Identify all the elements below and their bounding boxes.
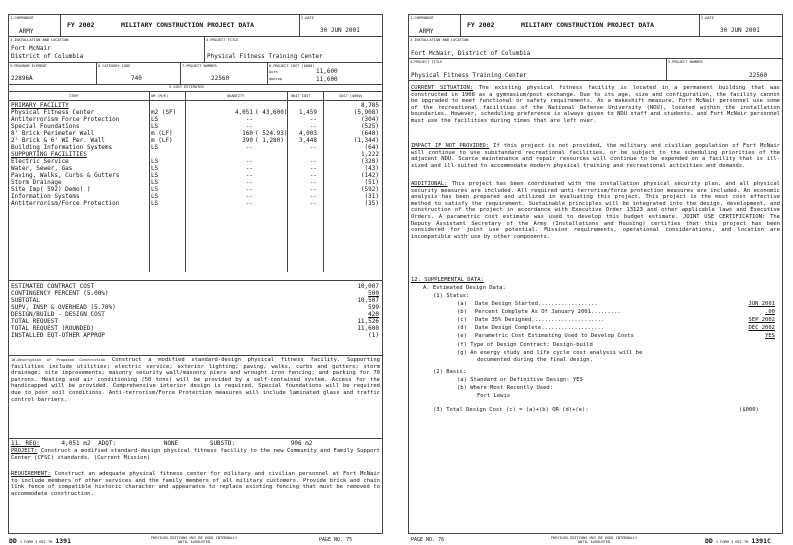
date-value: 30 JUN 2001 xyxy=(720,27,760,34)
program-element-value: 22896A xyxy=(11,75,33,82)
divider xyxy=(9,280,382,281)
left-form-page xyxy=(8,14,383,545)
program-element-label: 5.PROGRAM ELEMENT xyxy=(10,64,47,68)
cost-row-um: LS xyxy=(151,186,159,193)
cost-row-item: 8' Brick Perimeter Wall xyxy=(11,130,95,137)
cost-row-item: Physical Fitness Center xyxy=(11,109,95,116)
total-label: TOTAL REQUEST xyxy=(11,318,58,325)
fiscal-year: FY 2002 xyxy=(467,21,495,29)
page-number: PAGE NO. 76 xyxy=(411,537,445,543)
current-situation-label: CURRENT SITUATION: xyxy=(411,85,474,91)
cost-row-item: Storm Drainage xyxy=(11,179,62,186)
total-design-cost: (3) Total Design Cost (c) = (a)+(b) OR (d)+(e): xyxy=(433,407,589,413)
total-value: 10,007 xyxy=(357,283,379,290)
requirement-paragraph xyxy=(11,471,380,497)
design-data-label: A. Estimated Design Data: xyxy=(423,285,506,291)
status-key: (b) xyxy=(457,309,467,315)
cost-row-uc: -- xyxy=(309,144,317,151)
cost-row-um: LS xyxy=(151,172,159,179)
status-label-item: Parametric Cost Estimating Used to Develop Costs xyxy=(475,333,634,339)
status-value: YES xyxy=(765,333,775,339)
auth-label: Auth xyxy=(269,70,278,74)
installation-value: Fort McNair, District of Columbia xyxy=(411,50,531,57)
cost-row-uc: -- xyxy=(309,165,317,172)
cost-row-uc: -- xyxy=(309,179,317,186)
cost-row-item: Special Foundations xyxy=(11,123,80,130)
cost-row-uc: 1,459 xyxy=(298,109,317,116)
cost-row-uc: -- xyxy=(309,200,317,207)
substd-label: SUBSTD: xyxy=(209,440,236,447)
installation-cell xyxy=(9,37,205,63)
total-value: 10,507 xyxy=(357,297,379,304)
cost-row-cost: (51) xyxy=(364,179,379,186)
cost-row-qty: -- xyxy=(245,116,253,123)
cost-row-cost: (64) xyxy=(364,144,379,151)
project-cost-cell xyxy=(268,63,382,85)
footer-editions-line1: PREVIOUS EDITIONS MAY BE USED INTERNALLY xyxy=(550,536,638,540)
project-title-value: Physical Fitness Training Center xyxy=(411,72,527,79)
cost-row-qtyp: ( 524.93) xyxy=(255,130,288,137)
component-label: 1.COMPONENT xyxy=(10,16,34,20)
col-um-header: UM (M/E) xyxy=(151,94,169,98)
cost-row-cost: (592) xyxy=(360,186,379,193)
total-value: 420 xyxy=(368,311,379,318)
status-key: (d) xyxy=(457,325,467,331)
project-number-cell xyxy=(181,63,268,85)
footer-editions xyxy=(529,536,659,544)
status-label-item: Date Design Complete................... xyxy=(475,325,605,331)
form-footer xyxy=(705,537,771,545)
cost-estimated-bar xyxy=(9,85,382,92)
date-label: 2.DATE xyxy=(301,16,314,20)
footer-editions xyxy=(129,536,259,544)
project-para-label: PROJECT: xyxy=(11,448,38,454)
additional-text: This project has been coordinated with the installation physical security plan, and all physical security measures are included. All required anti-terrorism/force protection measures are included. An economic analysis has been prepared and utilized in evaluating this project. This project is the most cost effective method to satisfy the requirement. Sustainable principles will be integrated into the design, development, and construction of the project in accordance with Executive Order 13123 and other applicable laws and Executive Orders. A parametric cost estimate was used to develop this budget estimate. JOINT USE CERTIFICATION: The Deputy Assistant Secretary of the Army (Installations and Housing) certifies that this project has been considered for joint use potential. Mission requirements, operational considerations, and location are incompatible with use by other components. xyxy=(411,181,780,240)
requirement-text: Construct an adequate physical fitness center for military and civilian personnel at Fort McNair to include members of other services and the family members of all military customers. Provide brick and chain link fence of compatible historic character and appearance to replace existing fencing that must be removed to accommodate construction. xyxy=(11,471,380,497)
cost-row-item: Electric Service xyxy=(11,158,69,165)
cost-row-item: 2' Brick & 6' WI Per. Wall xyxy=(11,137,105,144)
project-number-value: 22560 xyxy=(749,72,768,79)
project-title-value: Physical Fitness Training Center xyxy=(207,53,323,60)
total-value: (1) xyxy=(368,332,379,339)
col-divider xyxy=(287,92,288,272)
component-label: 1.COMPONENT xyxy=(410,16,434,20)
cost-row-uc: -- xyxy=(309,158,317,165)
category-code-label: 6.CATEGORY CODE xyxy=(98,64,131,68)
title-cell xyxy=(61,15,300,37)
col-quantity-header: QUANTITY xyxy=(227,94,245,98)
cost-row-qty: 390 xyxy=(242,137,253,144)
impact-text: If this project is not provided, the military and civilian population of Fort McNair will continue to use substandard recreational facilities, or be subject to the scheduling priorities of the adjacent NDU. Scarce maintenance and repair resources will continue to be expended on a facility that is ill-sized and ill-suited to accommodate modern physical training and recreational activities and demands. xyxy=(411,143,780,169)
date-cell xyxy=(300,15,382,37)
cost-row-item: Information Systems xyxy=(11,193,80,200)
approp-label: Approp xyxy=(269,77,282,81)
cost-row-um: LS xyxy=(151,116,159,123)
project-title-cell xyxy=(409,59,667,81)
cost-row-uc: -- xyxy=(309,116,317,123)
cost-row-qtyp: ( 1,280) xyxy=(255,137,284,144)
program-element-cell xyxy=(9,63,97,85)
cost-row-cost: (525) xyxy=(360,123,379,130)
adqt-label: ADQT: xyxy=(98,440,117,447)
cost-row-um: m (LF) xyxy=(151,130,173,137)
form-title: MILITARY CONSTRUCTION PROJECT DATA xyxy=(521,21,655,29)
project-number-value: 22560 xyxy=(211,75,230,82)
category-code-cell xyxy=(97,63,181,85)
installation-label: 3.INSTALLATION AND LOCATION xyxy=(410,38,469,42)
form-number: 1391C xyxy=(751,537,771,545)
status-value: JUN 2001 xyxy=(748,301,775,307)
status-value: .00 xyxy=(765,309,775,315)
status-label-item: Date Design Started.................. xyxy=(475,301,598,307)
cost-row-um: LS xyxy=(151,144,159,151)
status-key: (c) xyxy=(457,317,467,323)
cost-row-uc: 3,448 xyxy=(298,137,317,144)
substd-value: 906 m2 xyxy=(290,440,313,447)
col-item-header: ITEM xyxy=(69,94,78,98)
cost-row-um: LS xyxy=(151,179,159,186)
status-label-item: Date 35% Designed...................... xyxy=(475,317,605,323)
project-number-cell xyxy=(667,59,782,81)
col-unit-cost-header: UNIT COST xyxy=(291,94,311,98)
basis-label: (2) Basis: xyxy=(433,369,467,375)
title-cell xyxy=(461,15,700,37)
component-cell xyxy=(409,15,461,37)
fiscal-year: FY 2002 xyxy=(67,21,95,29)
installation-line1: Fort McNair xyxy=(11,45,51,52)
total-label: DESIGN/BUILD - DESIGN COST xyxy=(11,311,105,318)
installation-cell xyxy=(409,37,782,59)
cost-row-item: Antiterrorism Force Protection xyxy=(11,116,120,123)
installation-label: 3.INSTALLATION AND LOCATION xyxy=(10,38,69,42)
total-value: 11,526 xyxy=(357,318,379,325)
form-dd-label: DD xyxy=(9,537,17,545)
total-label: INSTALLED EQT-OTHER APPROP xyxy=(11,332,105,339)
cost-row-uc: -- xyxy=(309,186,317,193)
cost-row-qty: 4,051 xyxy=(234,109,253,116)
additional-label: ADDITIONAL: xyxy=(411,181,448,187)
cost-row-cost: (43) xyxy=(364,165,379,172)
total-label: SUPV, INSP & OVERHEAD (5.70%) xyxy=(11,304,116,311)
col-cost-header: COST ($000) xyxy=(339,94,363,98)
cost-row-um: m2 (SF) xyxy=(151,109,177,116)
total-value: 599 xyxy=(368,304,379,311)
date-label: 2.DATE xyxy=(701,16,714,20)
cost-row-um: LS xyxy=(151,158,159,165)
description-label: 10.Description of Proposed Construction xyxy=(11,358,106,362)
auth-value: 11,600 xyxy=(316,68,338,75)
col-divider xyxy=(149,92,150,272)
installation-line2: District of Columbia xyxy=(11,53,84,60)
status-value: DEC 2002 xyxy=(748,325,775,331)
cost-row-cost: (35) xyxy=(364,200,379,207)
project-number-label: 7.PROJECT NUMBER xyxy=(182,64,217,68)
cost-row-cost: (142) xyxy=(360,172,379,179)
cost-row-item: Paving, Walks, Curbs & Gutters xyxy=(11,172,120,179)
description-text: Construct a modified standard-design physical fitness facility. Supporting facilities include utilities; electric service; exterior lighting; paving, walks, curbs and gutters; storm drainage; site improvements; masonry security wall/masonry piers and wrought iron fencing; and parking for 70 patrons. Heating and air conditioning (50 tons) will be provided by a self-contained system. Access for the handicapped will be provided. Comprehensive interior design is required. Special foundations will be required due to poor soil conditions. Anti-terrorism/Force Protection measures will include laminated glass and traffic control barriers. xyxy=(11,357,380,403)
total-label: TOTAL REQUEST (ROUNDED) xyxy=(11,325,95,332)
project-title-cell xyxy=(205,37,382,63)
cost-row-item: Water, Sewer, Gas xyxy=(11,165,73,172)
cost-row-item: SUPPORTING FACILITIES xyxy=(11,151,87,158)
right-form-page xyxy=(408,14,783,545)
col-divider xyxy=(323,92,324,272)
form-dd-label: DD xyxy=(705,537,713,545)
cost-row-um: m (LF) xyxy=(151,137,173,144)
status-g-line1: (g) An energy study and life cycle cost analysis will be xyxy=(457,350,643,356)
impact-label: IMPACT IF NOT PROVIDED: xyxy=(411,143,490,149)
cost-row-qty: -- xyxy=(245,200,253,207)
cost-estimated-label: 9.COST ESTIMATED xyxy=(169,85,204,89)
basis-b: (b) Where Most Recently Used: xyxy=(457,385,554,391)
status-g-line2: documented during the final design. xyxy=(477,357,593,363)
cost-row-cost: (31) xyxy=(364,193,379,200)
footer-editions-line2: UNTIL EXHAUSTED xyxy=(177,540,211,544)
cost-row-cost: (320) xyxy=(360,158,379,165)
status-label-item: Percent Complete As Of January 2001......... xyxy=(475,309,621,315)
requirement-label: REQUIREMENT: xyxy=(11,471,51,477)
cost-row-qty: -- xyxy=(245,179,253,186)
cost-table-header xyxy=(9,92,382,101)
status-f: (f) Type of Design Contract: Design-build xyxy=(457,342,593,348)
total-value: 500 xyxy=(368,290,379,297)
impact-paragraph xyxy=(411,143,780,169)
cost-row-item: Site Imp( 592) Demo( ) xyxy=(11,186,91,193)
col-divider xyxy=(185,92,186,272)
status-label: (1) Status: xyxy=(433,293,470,299)
form-sub-label: 1 FORM 1 DEC 76 xyxy=(715,540,749,544)
status-key: (a) xyxy=(457,301,467,307)
total-label: ESTIMATED CONTRACT COST xyxy=(11,283,95,290)
project-title-label: 4.PROJECT TITLE xyxy=(410,60,443,64)
approp-value: 11,600 xyxy=(316,76,338,83)
current-situation-text: The existing physical fitness facility is located in a permanent building that was constructed in 1908 as a gymnasium/post exchange. Due to its age, size and configuration, the facility cannot be upgraded to meet functional or safety requirements. As a makeshift measure, Fort McNair personnel use some of the recreational facilities of the National Defense University (NDU), located within the installation boundaries. However, scheduling preference is always given to NDU staff and students, and Fort McNair personnel must use the facilities during times that are left over. xyxy=(411,85,780,124)
cost-row-cost: 1,222 xyxy=(360,151,379,158)
cost-row-qty: -- xyxy=(245,172,253,179)
cost-row-qty: -- xyxy=(245,186,253,193)
total-design-cost-unit: ($000) xyxy=(739,407,759,413)
page-number: PAGE NO. 75 xyxy=(319,537,353,543)
total-label: CONTINGENCY PERCENT (5.00%) xyxy=(11,290,109,297)
description-block xyxy=(11,357,380,403)
basis-a: (a) Standard or Definitive Design: YES xyxy=(457,377,583,383)
cost-row-qty: -- xyxy=(245,144,253,151)
req-label: 11. REQ: xyxy=(11,440,40,447)
category-code-value: 740 xyxy=(131,75,142,82)
project-para-text: Construct a modified standard-design physical fitness facility to the new Community and Family Support Center (CFSC) standards. (Current Mission) xyxy=(11,448,380,461)
cost-row-qty: -- xyxy=(245,123,253,130)
req-line xyxy=(11,440,312,447)
form-footer xyxy=(9,537,71,545)
cost-row-uc: -- xyxy=(309,172,317,179)
basis-b-value: Fort Lewis xyxy=(477,393,511,399)
additional-paragraph xyxy=(411,181,780,240)
supplemental-data-label: 12. SUPPLEMENTAL DATA: xyxy=(411,277,484,283)
adqt-value: NONE xyxy=(163,440,179,447)
date-cell xyxy=(700,15,782,37)
cost-row-qty: 160 xyxy=(242,130,253,137)
cost-row-qty: -- xyxy=(245,193,253,200)
cost-row-uc: 4,003 xyxy=(298,130,317,137)
component-value: ARMY xyxy=(19,28,34,35)
cost-row-cost: (640) xyxy=(360,130,379,137)
form-title: MILITARY CONSTRUCTION PROJECT DATA xyxy=(121,21,255,29)
form-number: 1391 xyxy=(55,537,71,545)
divider xyxy=(9,355,382,356)
cost-row-qty: -- xyxy=(245,165,253,172)
project-title-label: 4.PROJECT TITLE xyxy=(206,38,239,42)
status-value: SEP 2002 xyxy=(748,317,775,323)
total-value: 11,600 xyxy=(357,325,379,332)
cost-row-cost: (5,908) xyxy=(353,109,379,116)
footer-editions-line1: PREVIOUS EDITIONS MAY BE USED INTERNALLY xyxy=(150,536,238,540)
cost-row-cost: 8,785 xyxy=(360,102,379,109)
project-paragraph xyxy=(11,448,380,461)
cost-row-cost: (1,344) xyxy=(353,137,379,144)
cost-row-um: LS xyxy=(151,193,159,200)
divider xyxy=(9,438,382,439)
footer-editions-line2: UNTIL EXHAUSTED xyxy=(577,540,611,544)
cost-row-uc: -- xyxy=(309,193,317,200)
cost-row-um: LS xyxy=(151,165,159,172)
cost-row-item: Antiterrorism/Force Protection xyxy=(11,200,120,207)
date-value: 30 JUN 2001 xyxy=(320,27,360,34)
status-key: (e) xyxy=(457,333,467,339)
total-label: SUBTOTAL xyxy=(11,297,40,304)
cost-row-cost: (304) xyxy=(360,116,379,123)
cost-row-qty: -- xyxy=(245,158,253,165)
cost-row-uc: -- xyxy=(309,123,317,130)
req-value: 4,051 m2 xyxy=(61,440,91,447)
project-number-label: 5.PROJECT NUMBER xyxy=(668,60,703,64)
cost-row-item: Building Information Systems xyxy=(11,144,113,151)
cost-row-um: LS xyxy=(151,123,159,130)
cost-row-um: LS xyxy=(151,200,159,207)
component-value: ARMY xyxy=(419,28,434,35)
project-cost-label: 8.PROJECT COST ($000) xyxy=(269,64,315,68)
current-situation-paragraph xyxy=(411,85,780,125)
form-sub-label: 1 FORM 1 DEC 76 xyxy=(19,540,53,544)
component-cell xyxy=(9,15,61,37)
cost-row-qtyp: ( 43,600) xyxy=(255,109,288,116)
cost-row-item: PRIMARY FACILITY xyxy=(11,102,69,109)
